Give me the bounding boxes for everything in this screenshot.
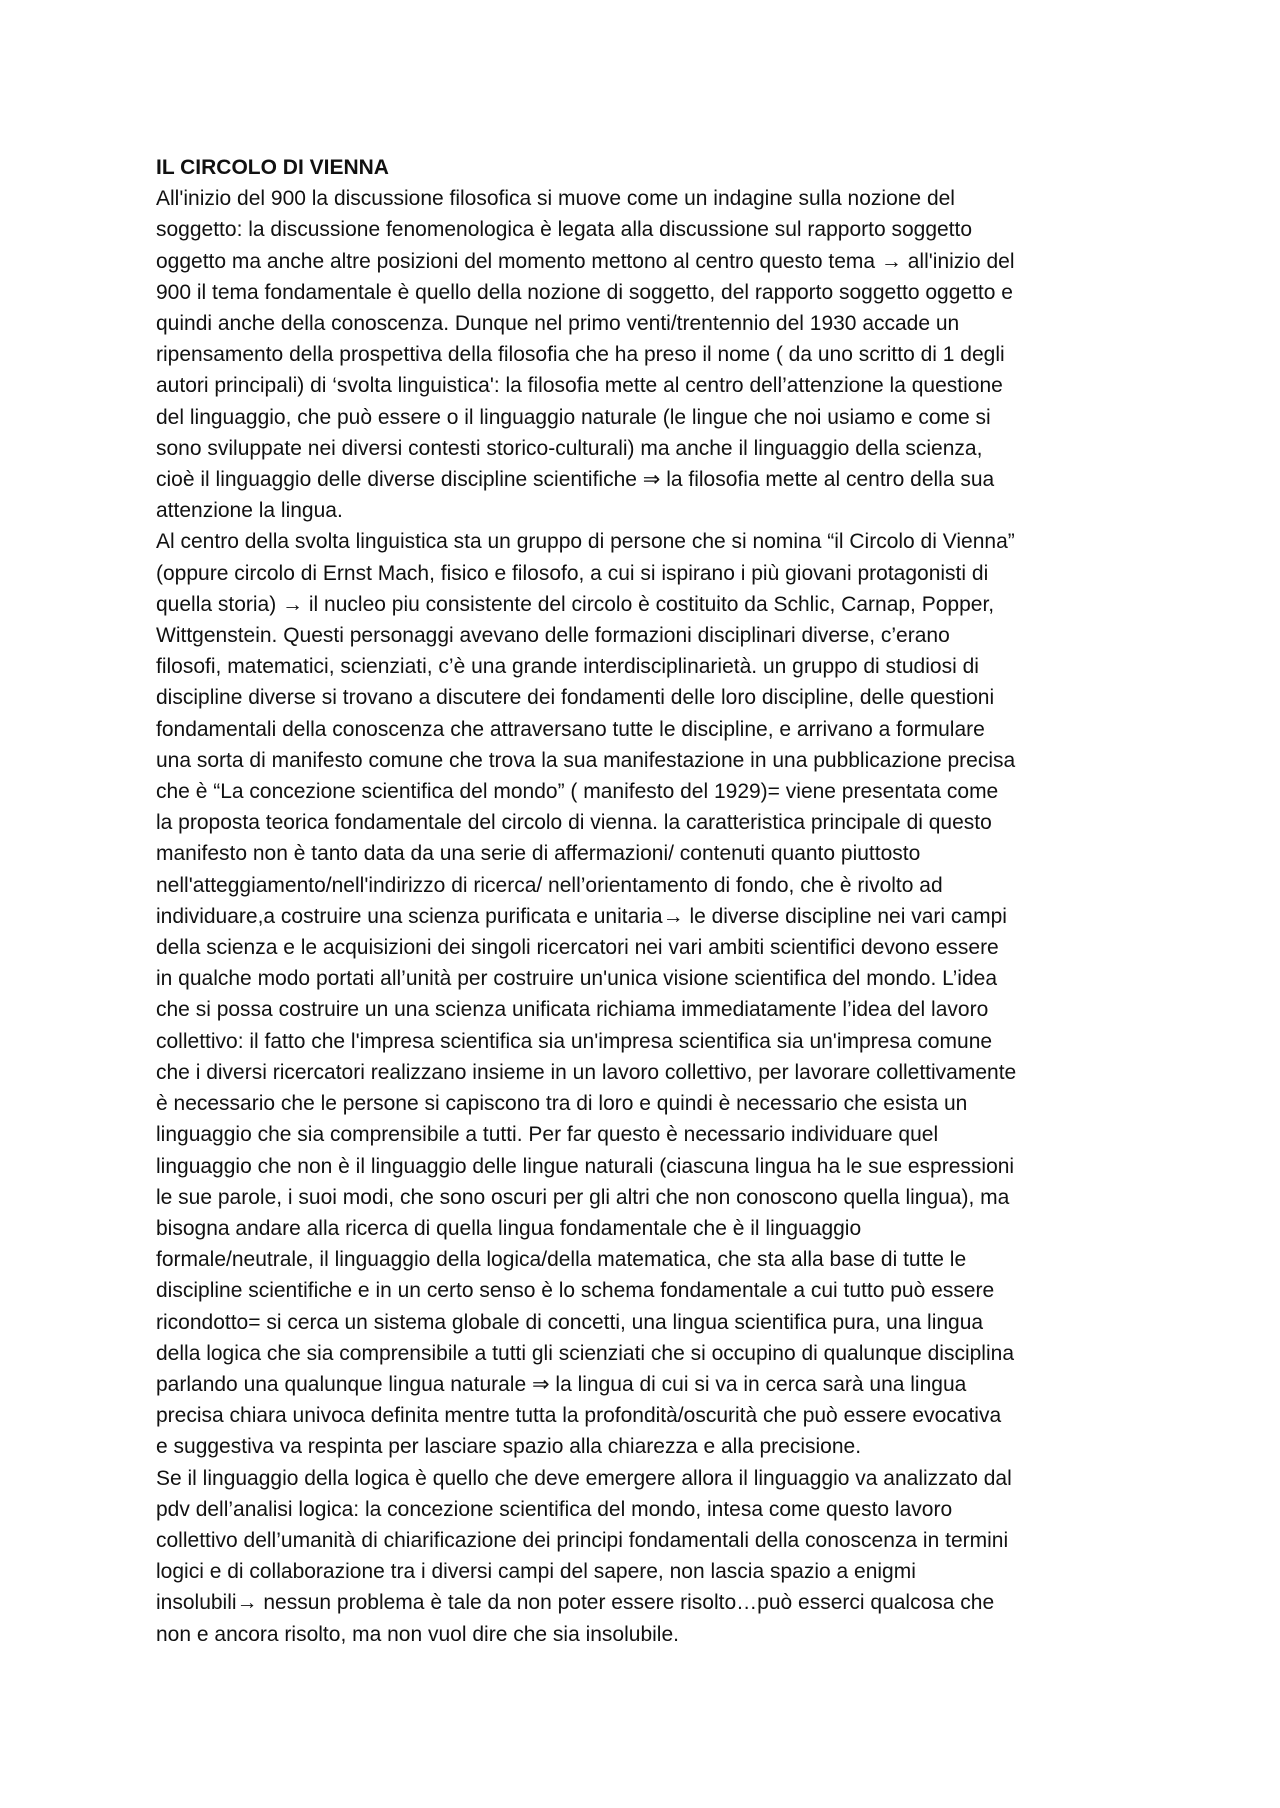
text-line: cioè il linguaggio delle diverse discipline scientifiche ⇒ la filosofia mette al centro della sua bbox=[156, 468, 995, 492]
page-title: IL CIRCOLO DI VIENNA bbox=[156, 156, 389, 179]
text-line: quella storia) → il nucleo piu consistente del circolo è costituito da Schlic, Carnap, Popper, bbox=[156, 592, 995, 616]
text-line: che i diversi ricercatori realizzano insieme in un lavoro collettivo, per lavorare collettivamente bbox=[156, 1060, 1017, 1084]
text-line: discipline scientifiche e in un certo senso è lo schema fondamentale a cui tutto può essere bbox=[156, 1279, 995, 1303]
text-line: logici e di collaborazione tra i diversi campi del sapere, non lascia spazio a enigmi bbox=[156, 1560, 916, 1584]
text-line: collettivo: il fatto che l'impresa scientifica sia un'impresa scientifica sia un'impresa comune bbox=[156, 1029, 993, 1053]
text-line: è necessario che le persone si capiscono tra di loro e quindi è necessario che esista un bbox=[156, 1092, 968, 1116]
text-line: 900 il tema fondamentale è quello della nozione di soggetto, del rapporto soggetto oggetto e bbox=[156, 280, 1013, 304]
text-line: Wittgenstein. Questi personaggi avevano delle formazioni disciplinari diverse, c’erano bbox=[156, 624, 950, 648]
text-line: oggetto ma anche altre posizioni del momento mettono al centro questo tema → all'inizio del bbox=[156, 249, 1015, 273]
text-line: parlando una qualunque lingua naturale ⇒ la lingua di cui si va in cerca sarà una lingua bbox=[156, 1372, 967, 1396]
text-line: pdv dell’analisi logica: la concezione scientifica del mondo, intesa come questo lavoro bbox=[156, 1497, 953, 1521]
text-line: quindi anche della conoscenza. Dunque nel primo venti/trentennio del 1930 accade un bbox=[156, 312, 960, 336]
paragraph bbox=[156, 183, 1156, 526]
text-line: filosofi, matematici, scienziati, c’è una grande interdisciplinarietà. un gruppo di studiosi di bbox=[156, 655, 979, 679]
text-line: una sorta di manifesto comune che trova la sua manifestazione in una pubblicazione precisa bbox=[156, 748, 1016, 772]
text-line: linguaggio che non è il linguaggio delle lingue naturali (ciascuna lingua ha le sue espressioni bbox=[156, 1154, 1015, 1178]
text-line: ripensamento della prospettiva della filosofia che ha preso il nome ( da uno scritto di 1 degli bbox=[156, 343, 1005, 367]
text-line: della scienza e le acquisizioni dei singoli ricercatori nei vari ambiti scientifici devono essere bbox=[156, 936, 999, 960]
text-line: e suggestiva va respinta per lasciare spazio alla chiarezza e alla precisione. bbox=[156, 1435, 862, 1459]
text-line: autori principali) di ‘svolta linguistica': la filosofia mette al centro dell’attenzione la questione bbox=[156, 374, 1003, 398]
text-line: formale/neutrale, il linguaggio della logica/della matematica, che sta alla base di tutte le bbox=[156, 1248, 967, 1272]
text-line: che è “La concezione scientifica del mondo” ( manifesto del 1929)= viene presentata come bbox=[156, 780, 999, 804]
text-line: Se il linguaggio della logica è quello che deve emergere allora il linguaggio va analizzato dal bbox=[156, 1466, 1012, 1490]
text-line: individuare,a costruire una scienza purificata e unitaria→ le diverse discipline nei vari campi bbox=[156, 904, 1007, 928]
text-line: soggetto: la discussione fenomenologica è legata alla discussione sul rapporto soggetto bbox=[156, 218, 973, 242]
text-line: Al centro della svolta linguistica sta un gruppo di persone che si nomina “il Circolo di Vienna” bbox=[156, 530, 1015, 554]
paragraph bbox=[156, 526, 1156, 1462]
text-line: non e ancora risolto, ma non vuol dire che sia insolubile. bbox=[156, 1622, 679, 1646]
text-line: bisogna andare alla ricerca di quella lingua fondamentale che è il linguaggio bbox=[156, 1216, 862, 1240]
document-page bbox=[156, 152, 1156, 1650]
text-line: collettivo dell’umanità di chiarificazione dei principi fondamentali della conoscenza in termini bbox=[156, 1528, 1009, 1552]
text-line: linguaggio che sia comprensibile a tutti. Per far questo è necessario individuare quel bbox=[156, 1123, 939, 1147]
text-line: discipline diverse si trovano a discutere dei fondamenti delle loro discipline, delle questioni bbox=[156, 686, 995, 710]
text-line: sono sviluppate nei diversi contesti storico-culturali) ma anche il linguaggio della scienza, bbox=[156, 436, 983, 460]
text-line: nell'atteggiamento/nell'indirizzo di ricerca/ nell’orientamento di fondo, che è rivolto ad bbox=[156, 873, 943, 897]
paragraph bbox=[156, 1463, 1156, 1650]
text-line: che si possa costruire un una scienza unificata richiama immediatamente l’idea del lavoro bbox=[156, 998, 989, 1022]
text-line: del linguaggio, che può essere o il linguaggio naturale (le lingue che noi usiamo e come si bbox=[156, 405, 991, 429]
text-line: in qualche modo portati all’unità per costruire un'unica visione scientifica del mondo. L’idea bbox=[156, 967, 998, 991]
text-line: (oppure circolo di Ernst Mach, fisico e filosofo, a cui si ispirano i più giovani protagonisti di bbox=[156, 561, 989, 585]
text-line: la proposta teorica fondamentale del circolo di vienna. la caratteristica principale di questo bbox=[156, 811, 992, 835]
text-line: attenzione la lingua. bbox=[156, 499, 343, 523]
text-line: ricondotto= si cerca un sistema globale di concetti, una lingua scientifica pura, una lingua bbox=[156, 1310, 984, 1334]
text-line: fondamentali della conoscenza che attraversano tutte le discipline, e arrivano a formulare bbox=[156, 717, 985, 741]
text-line: manifesto non è tanto data da una serie di affermazioni/ contenuti quanto piuttosto bbox=[156, 842, 921, 866]
text-line: insolubili→ nessun problema è tale da non poter essere risolto…può esserci qualcosa che bbox=[156, 1591, 995, 1615]
document-body bbox=[156, 183, 1156, 1650]
text-line: All'inizio del 900 la discussione filosofica si muove come un indagine sulla nozione del bbox=[156, 187, 955, 211]
text-line: della logica che sia comprensibile a tutti gli scienziati che si occupino di qualunque disciplina bbox=[156, 1341, 1014, 1365]
text-line: precisa chiara univoca definita mentre tutta la profondità/oscurità che può essere evocativa bbox=[156, 1404, 1002, 1428]
text-line: le sue parole, i suoi modi, che sono oscuri per gli altri che non conoscono quella lingua), ma bbox=[156, 1185, 1010, 1209]
